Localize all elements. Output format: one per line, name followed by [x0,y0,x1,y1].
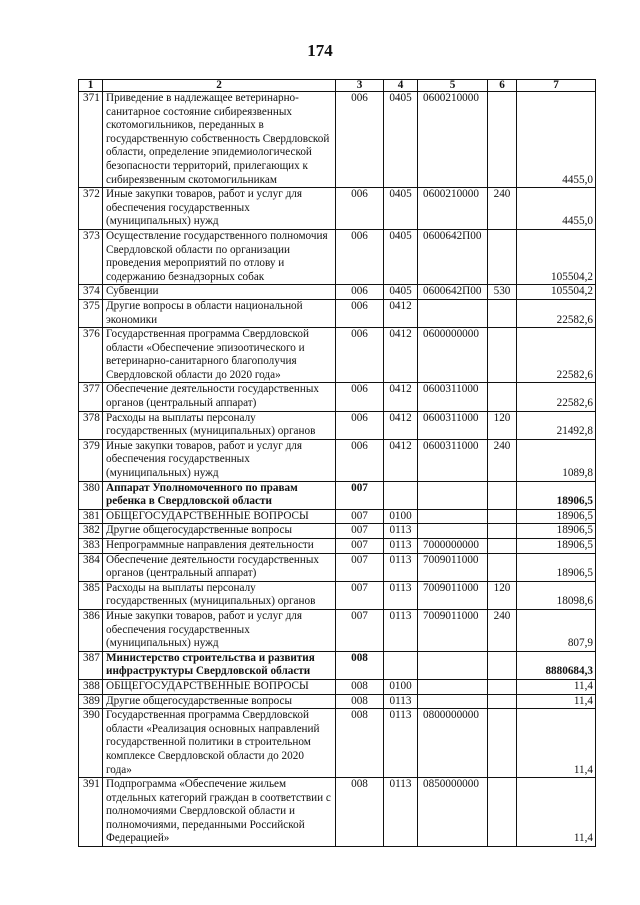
row-number: 388 [79,679,103,694]
row-admin-code: 008 [336,694,384,709]
table-row [79,709,596,778]
row-target-code [418,481,488,509]
row-name: Непрограммные направления деятельности [103,539,336,554]
row-name: Обеспечение деятельности государственных органов (центральный аппарат) [103,553,336,581]
row-expense-code [488,539,517,554]
table-row [79,481,596,509]
table-row [79,299,596,327]
row-expense-code: 530 [488,285,517,300]
table-row [79,581,596,609]
table-row [79,411,596,439]
row-amount: 22582,6 [517,383,596,411]
row-amount: 18906,5 [517,539,596,554]
row-target-code: 7009011000 [418,581,488,609]
row-admin-code: 007 [336,609,384,651]
table-row [79,188,596,230]
row-name: Иные закупки товаров, работ и услуг для обеспечения государственных (муниципальных) нужд [103,188,336,230]
row-name: Расходы на выплаты персоналу государственных (муниципальных) органов [103,411,336,439]
row-section-code: 0100 [384,679,418,694]
row-admin-code: 007 [336,524,384,539]
row-expense-code [488,651,517,679]
row-expense-code: 240 [488,188,517,230]
row-target-code [418,524,488,539]
row-name: Аппарат Уполномоченного по правам ребенка в Свердловской области [103,481,336,509]
row-target-code: 0600210000 [418,188,488,230]
row-name: Обеспечение деятельности государственных органов (центральный аппарат) [103,383,336,411]
row-name: ОБЩЕГОСУДАРСТВЕННЫЕ ВОПРОСЫ [103,509,336,524]
row-section-code: 0113 [384,524,418,539]
row-target-code: 0600642П00 [418,229,488,284]
row-expense-code [488,524,517,539]
row-admin-code: 008 [336,709,384,778]
row-amount: 18906,5 [517,509,596,524]
table-row [79,524,596,539]
row-expense-code: 120 [488,411,517,439]
row-expense-code [488,778,517,847]
row-target-code [418,694,488,709]
table-row [79,651,596,679]
row-expense-code [488,328,517,383]
table-row [79,509,596,524]
row-name: Осуществление государственного полномочия Свердловской области по организации проведения мероприятий по отлову и содержанию безнадзорных собак [103,229,336,284]
row-target-code: 0600000000 [418,328,488,383]
row-section-code: 0412 [384,328,418,383]
row-expense-code [488,299,517,327]
table-row [79,229,596,284]
row-target-code: 0600311000 [418,383,488,411]
row-admin-code: 008 [336,679,384,694]
table-row [79,553,596,581]
row-amount: 11,4 [517,694,596,709]
table-row [79,679,596,694]
row-target-code: 0600311000 [418,411,488,439]
row-target-code: 0800000000 [418,709,488,778]
row-number: 386 [79,609,103,651]
row-number: 387 [79,651,103,679]
row-section-code: 0113 [384,778,418,847]
header-cell: 5 [418,80,488,92]
row-expense-code [488,679,517,694]
row-number: 371 [79,92,103,188]
row-expense-code [488,709,517,778]
row-name: Другие общегосударственные вопросы [103,524,336,539]
row-expense-code: 120 [488,581,517,609]
row-name: Другие общегосударственные вопросы [103,694,336,709]
header-cell: 4 [384,80,418,92]
row-admin-code: 006 [336,188,384,230]
row-name: Субвенции [103,285,336,300]
row-number: 374 [79,285,103,300]
row-target-code: 7009011000 [418,609,488,651]
row-admin-code: 006 [336,229,384,284]
row-expense-code [488,92,517,188]
row-expense-code [488,383,517,411]
row-section-code: 0412 [384,383,418,411]
row-section-code: 0405 [384,92,418,188]
row-target-code: 0600311000 [418,439,488,481]
table-row [79,694,596,709]
row-amount: 18906,5 [517,524,596,539]
row-expense-code [488,229,517,284]
row-number: 382 [79,524,103,539]
row-section-code: 0412 [384,439,418,481]
row-section-code: 0113 [384,581,418,609]
row-admin-code: 006 [336,439,384,481]
header-cell: 1 [79,80,103,92]
row-section-code: 0113 [384,694,418,709]
row-admin-code: 006 [336,328,384,383]
row-amount: 11,4 [517,709,596,778]
row-number: 372 [79,188,103,230]
row-admin-code: 007 [336,581,384,609]
row-expense-code [488,694,517,709]
row-target-code: 0850000000 [418,778,488,847]
row-amount: 18906,5 [517,481,596,509]
row-number: 378 [79,411,103,439]
table-row [79,439,596,481]
table-row [79,609,596,651]
row-section-code: 0113 [384,539,418,554]
row-target-code: 0600642П00 [418,285,488,300]
header-cell: 6 [488,80,517,92]
row-amount: 11,4 [517,679,596,694]
row-section-code: 0412 [384,411,418,439]
row-number: 375 [79,299,103,327]
header-cell: 7 [517,80,596,92]
row-number: 377 [79,383,103,411]
row-target-code: 7009011000 [418,553,488,581]
header-row [79,80,596,92]
row-number: 379 [79,439,103,481]
header-cell: 3 [336,80,384,92]
row-admin-code: 006 [336,383,384,411]
row-target-code [418,509,488,524]
row-number: 373 [79,229,103,284]
row-amount: 105504,2 [517,285,596,300]
row-name: Приведение в надлежащее ветеринарно-санитарное состояние сибиреязвенных скотомогильников, переданных в государственную собственность Свердловской области, определение эпидемиологической безопасности территорий, прилегающих к сибиреязвенным скотомогильникам [103,92,336,188]
row-amount: 22582,6 [517,299,596,327]
row-section-code: 0405 [384,285,418,300]
row-number: 390 [79,709,103,778]
row-number: 380 [79,481,103,509]
row-target-code: 7000000000 [418,539,488,554]
row-section-code [384,651,418,679]
table-row [79,328,596,383]
table-row [79,285,596,300]
row-target-code: 0600210000 [418,92,488,188]
row-section-code: 0113 [384,553,418,581]
row-name: Иные закупки товаров, работ и услуг для обеспечения государственных (муниципальных) нужд [103,609,336,651]
row-amount: 21492,8 [517,411,596,439]
row-name: Подпрограмма «Обеспечение жильем отдельных категорий граждан в соответствии с полномочиями Свердловской области и полномочиями, переданными Российской Федерацией» [103,778,336,847]
row-amount: 18906,5 [517,553,596,581]
row-amount: 18098,6 [517,581,596,609]
row-admin-code: 007 [336,481,384,509]
row-number: 381 [79,509,103,524]
row-admin-code: 006 [336,285,384,300]
row-admin-code: 006 [336,92,384,188]
row-amount: 22582,6 [517,328,596,383]
row-admin-code: 008 [336,651,384,679]
row-admin-code: 007 [336,539,384,554]
row-admin-code: 008 [336,778,384,847]
row-amount: 1089,8 [517,439,596,481]
row-name: Министерство строительства и развития инфраструктуры Свердловской области [103,651,336,679]
row-amount: 4455,0 [517,92,596,188]
row-name: Другие вопросы в области национальной экономики [103,299,336,327]
row-amount: 807,9 [517,609,596,651]
row-section-code: 0412 [384,299,418,327]
row-expense-code [488,509,517,524]
row-target-code [418,299,488,327]
row-name: Государственная программа Свердловской области «Реализация основных направлений государственной политики в строительном комплексе Свердловской области до 2020 года» [103,709,336,778]
row-name: ОБЩЕГОСУДАРСТВЕННЫЕ ВОПРОСЫ [103,679,336,694]
row-expense-code [488,481,517,509]
row-name: Иные закупки товаров, работ и услуг для обеспечения государственных (муниципальных) нужд [103,439,336,481]
row-amount: 11,4 [517,778,596,847]
row-number: 384 [79,553,103,581]
table-row [79,92,596,188]
budget-table [78,79,596,847]
table-row [79,383,596,411]
row-number: 385 [79,581,103,609]
row-number: 376 [79,328,103,383]
row-section-code: 0100 [384,509,418,524]
row-admin-code: 007 [336,509,384,524]
row-number: 389 [79,694,103,709]
row-section-code: 0405 [384,188,418,230]
table-row [79,539,596,554]
header-cell: 2 [103,80,336,92]
row-section-code: 0113 [384,609,418,651]
row-amount: 4455,0 [517,188,596,230]
table-row [79,778,596,847]
row-name: Государственная программа Свердловской области «Обеспечение эпизоотического и ветеринарно-санитарного благополучия Свердловской области до 2020 года» [103,328,336,383]
row-admin-code: 006 [336,299,384,327]
row-admin-code: 006 [336,411,384,439]
row-section-code: 0405 [384,229,418,284]
row-number: 383 [79,539,103,554]
row-amount: 8880684,3 [517,651,596,679]
row-section-code: 0113 [384,709,418,778]
row-expense-code [488,553,517,581]
row-target-code [418,679,488,694]
row-expense-code: 240 [488,439,517,481]
row-expense-code: 240 [488,609,517,651]
row-admin-code: 007 [336,553,384,581]
row-number: 391 [79,778,103,847]
page-number: 174 [307,41,333,60]
row-target-code [418,651,488,679]
row-amount: 105504,2 [517,229,596,284]
row-section-code [384,481,418,509]
row-name: Расходы на выплаты персоналу государственных (муниципальных) органов [103,581,336,609]
